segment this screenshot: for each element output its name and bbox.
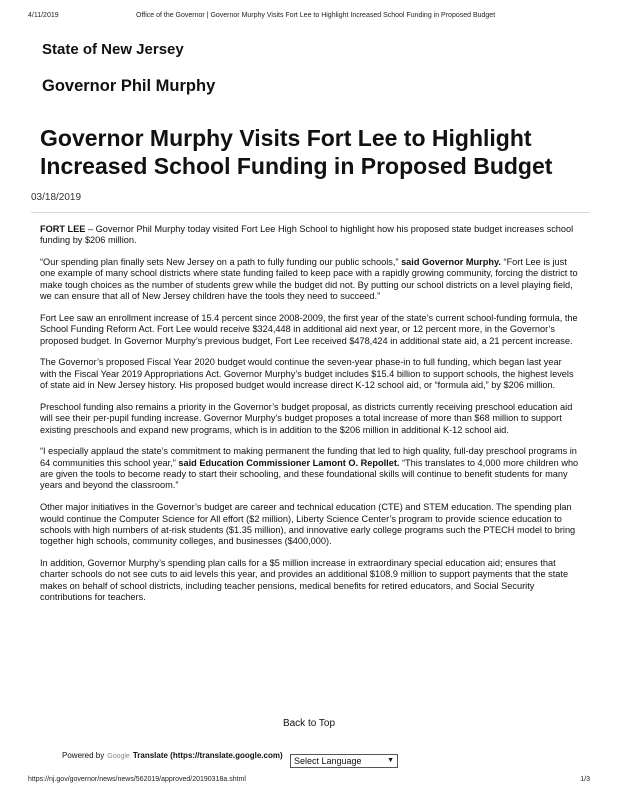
paragraph-preschool: Preschool funding also remains a priority in the Governor’s budget proposal, as districts currently receiving preschool education aid will see their per-pupil funding increase. Governor Murphy’s budget proposes a total increase of more than $68 million to support existing preschools and expand new programs, which is in addition to the $206 million in additional K-12 school aid. xyxy=(40,401,573,435)
quote-text: “This translates to 4,000 more children who are given the tools to become ready to start their schooling, and these foundational skills will continue to benefit students for many years and beyond the classroom.” xyxy=(40,457,579,491)
google-logo: Google xyxy=(107,753,130,760)
divider xyxy=(31,212,590,213)
paragraph-enrollment: Fort Lee saw an enrollment increase of 15.4 percent since 2008-2009, the first year of the state’s current school-funding formula, the School Funding Reform Act. Fort Lee would receive $324,448 in additional aid next year, or 12 percent more, in the Governor’s proposed budget. In Governor Murphy’s previous budget, Fort Lee received $478,424 in additional state aid, a 21 percent increase. xyxy=(40,312,578,346)
article-date: 03/18/2019 xyxy=(31,192,82,203)
paragraph-governor-quote xyxy=(40,257,580,302)
translate-widget xyxy=(62,751,283,760)
google-translate-link[interactable]: Translate (https://translate.google.com) xyxy=(132,751,283,760)
governor-name[interactable]: Governor Phil Murphy xyxy=(42,77,216,95)
quote-text: “Our spending plan finally sets New Jersey on a path to fully funding our public schools,” xyxy=(40,257,402,268)
dateline: FORT LEE xyxy=(40,224,86,234)
page-number: 1/3 xyxy=(580,776,590,783)
chevron-down-icon: ▼ xyxy=(387,757,394,764)
print-date: 4/11/2019 xyxy=(28,12,59,19)
paragraph-fiscal-year: The Governor’s proposed Fiscal Year 2020 budget would continue the seven-year phase-in to full funding, which began last year with the Fiscal Year 2019 Appropriations Act. Governor Murphy’s budget includes $15.4 billion to support schools, the highest levels of state aid in New Jersey history. His proposed budget would increase direct K-12 school aid, or “formula aid,” by $206 million. xyxy=(40,357,574,391)
article-body xyxy=(40,224,580,614)
site-name[interactable]: State of New Jersey xyxy=(42,41,184,58)
powered-by-label: Powered by xyxy=(62,751,105,760)
quote-text: “I especially applaud the state’s commitment to making permanent the funding that led to high quality, full-day preschool programs in 64 communities this school year,” xyxy=(40,446,577,468)
quote-attribution: said Education Commissioner Lamont O. Repollet. xyxy=(178,457,400,468)
article-headline: Governor Murphy Visits Fort Lee to Highlight Increased School Funding in Proposed Budget xyxy=(40,125,553,179)
language-select-value: Select Language xyxy=(294,756,362,766)
paragraph-intro xyxy=(40,224,580,247)
paragraph-special-education: In addition, Governor Murphy’s spending plan calls for a $5 million increase in extraordinary special education aid; ensures that charter schools do not see cuts to aid levels this year, and provides an additional $108.9 million to support payments that the state makes on behalf of school districts, including teacher pensions, medical benefits for retired educators, and Social Security contributions for teachers. xyxy=(40,557,569,602)
paragraph-initiatives: Other major initiatives in the Governor’s budget are career and technical education (CTE) and STEM education. The spending plan would continue the Computer Science for All effort ($2 million), Liberty Science Center’s program to provide science education to schools with high numbers of at-risk students ($1.35 million), and innovative early college programs such the PTECH model to bring together high schools, community colleges, and businesses ($400,000). xyxy=(40,502,576,547)
page-url: https://nj.gov/governor/news/news/562019/approved/20190318a.shtml xyxy=(28,776,246,783)
paragraph-text: – Governor Phil Murphy today visited Fort Lee High School to highlight how his proposed state budget increases school funding by $206 million. xyxy=(40,224,574,246)
language-select[interactable] xyxy=(290,754,398,768)
print-page-title: Office of the Governor | Governor Murphy Visits Fort Lee to Highlight Increased School Funding in Proposed Budget xyxy=(136,12,496,19)
quote-attribution: said Governor Murphy. xyxy=(401,257,501,268)
quote-text: “Fort Lee is just one example of many school districts where state funding failed to keep pace with a rapidly growing community, forcing the district to make tough choices as the number of students grew while the budget did not. By putting our school districts on a level playing field, we can ensure that all of New Jersey children have the tools they need to succeed.” xyxy=(40,257,578,302)
paragraph-commissioner-quote xyxy=(40,446,580,491)
back-to-top-link[interactable]: Back to Top xyxy=(282,718,336,729)
